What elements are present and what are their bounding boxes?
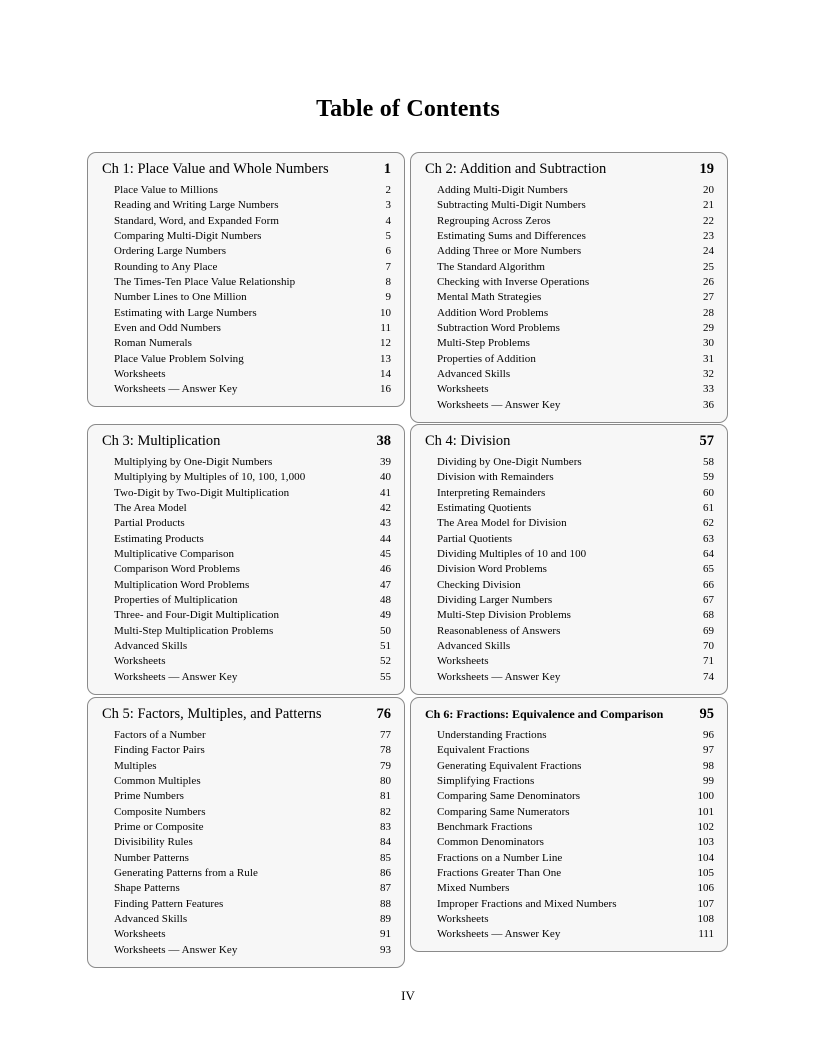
chapter-page: 76 [376, 706, 391, 722]
toc-entry[interactable] [437, 593, 714, 608]
toc-entry[interactable] [437, 578, 714, 593]
chapter-title: Ch 4: Division [425, 433, 511, 449]
entry-page: 49 [380, 609, 391, 622]
toc-entry[interactable] [114, 820, 391, 835]
entry-page: 63 [703, 532, 714, 545]
entry-page: 66 [703, 578, 714, 591]
toc-entry[interactable] [437, 501, 714, 516]
entry-title: Worksheets — Answer Key [114, 383, 238, 396]
toc-entry[interactable] [114, 336, 391, 351]
entry-title: Interpreting Remainders [437, 486, 546, 499]
chapter-heading[interactable] [425, 159, 714, 179]
entry-title: Common Denominators [437, 836, 544, 849]
entry-page: 71 [703, 655, 714, 668]
entry-page: 22 [703, 214, 714, 227]
entry-page: 79 [380, 759, 391, 772]
entry-page: 103 [697, 836, 714, 849]
toc-entry[interactable] [114, 229, 391, 244]
entry-title: Place Value to Millions [114, 184, 218, 196]
entry-page: 23 [703, 230, 714, 243]
entry-title: Fractions on a Number Line [437, 851, 563, 864]
chapter-page: 57 [699, 433, 714, 449]
toc-entry[interactable] [114, 486, 391, 501]
toc-entry[interactable] [114, 639, 391, 654]
entry-page: 44 [380, 532, 391, 545]
toc-entry[interactable] [114, 866, 391, 881]
entry-title: Partial Quotients [437, 532, 513, 545]
entry-list [437, 728, 714, 943]
chapter-title: Ch 5: Factors, Multiples, and Patterns [102, 706, 322, 722]
toc-entry[interactable] [114, 501, 391, 516]
entry-title: Properties of Addition [437, 352, 536, 365]
toc-entry[interactable] [437, 835, 714, 850]
toc-entry[interactable] [437, 881, 714, 896]
entry-title: The Standard Algorithm [437, 260, 546, 273]
entry-title: Comparing Multi-Digit Numbers [114, 230, 262, 243]
entry-page: 68 [703, 609, 714, 622]
chapter-title: Ch 3: Multiplication [102, 433, 221, 449]
entry-page: 20 [703, 184, 714, 196]
entry-page: 27 [703, 291, 714, 304]
toc-entry[interactable] [437, 851, 714, 866]
entry-title: Generating Patterns from a Rule [114, 867, 258, 880]
entry-page: 40 [380, 471, 391, 484]
entry-title: Equivalent Fractions [437, 744, 530, 757]
entry-list [437, 183, 714, 413]
toc-entry[interactable] [437, 382, 714, 397]
entry-title: Roman Numerals [114, 337, 192, 350]
entry-title: The Area Model [114, 502, 187, 515]
entry-page: 45 [380, 548, 391, 561]
entry-page: 36 [703, 398, 714, 411]
entry-title: Shape Patterns [114, 882, 180, 895]
toc-entry[interactable] [114, 516, 391, 531]
entry-title: Composite Numbers [114, 805, 206, 818]
entry-page: 31 [703, 352, 714, 365]
entry-title: Reading and Writing Large Numbers [114, 199, 279, 212]
entry-title: Prime or Composite [114, 821, 204, 834]
entry-page: 6 [385, 245, 391, 258]
entry-page: 43 [380, 517, 391, 530]
entry-page: 105 [697, 867, 714, 880]
toc-entry[interactable] [437, 275, 714, 290]
entry-page: 81 [380, 790, 391, 803]
toc-entry[interactable] [114, 624, 391, 639]
toc-entry[interactable] [114, 198, 391, 213]
toc-entry[interactable] [437, 486, 714, 501]
page-number: IV [401, 988, 415, 1003]
entry-title: Worksheets [437, 655, 489, 668]
entry-title: Comparing Same Denominators [437, 790, 581, 803]
toc-entry[interactable] [437, 470, 714, 485]
entry-title: Finding Pattern Features [114, 897, 224, 910]
entry-title: Worksheets — Answer Key [437, 398, 561, 411]
entry-page: 13 [380, 352, 391, 365]
entry-page: 2 [385, 184, 391, 196]
entry-page: 65 [703, 563, 714, 576]
entry-page: 58 [703, 456, 714, 468]
entry-page: 67 [703, 594, 714, 607]
toc-entry[interactable] [437, 805, 714, 820]
entry-page: 5 [385, 230, 391, 243]
toc-entry[interactable] [114, 244, 391, 259]
entry-page: 60 [703, 486, 714, 499]
entry-title: Properties of Multiplication [114, 594, 238, 607]
entry-title: Multi-Step Multiplication Problems [114, 624, 274, 637]
entry-page: 85 [380, 851, 391, 864]
entry-list [114, 183, 391, 398]
chapter-page: 19 [699, 161, 714, 177]
toc-entry[interactable] [114, 670, 391, 685]
entry-page: 97 [703, 744, 714, 757]
toc-entry[interactable] [437, 639, 714, 654]
chapter-title: Ch 1: Place Value and Whole Numbers [102, 161, 329, 177]
toc-entry[interactable] [437, 759, 714, 774]
entry-page: 108 [697, 913, 714, 926]
entry-title: Estimating with Large Numbers [114, 306, 257, 319]
entry-title: Worksheets [114, 928, 166, 941]
chapter-box-2 [410, 152, 728, 423]
chapter-box-3 [87, 424, 405, 695]
toc-entry[interactable] [114, 306, 391, 321]
entry-page: 69 [703, 624, 714, 637]
entry-page: 32 [703, 368, 714, 381]
chapter-heading[interactable] [102, 704, 391, 724]
entry-title: Divisibility Rules [114, 836, 193, 849]
toc-entry[interactable] [437, 789, 714, 804]
toc-entry[interactable] [114, 654, 391, 669]
entry-title: Common Multiples [114, 775, 201, 788]
entry-page: 84 [380, 836, 391, 849]
entry-title: Multiplying by One-Digit Numbers [114, 456, 273, 468]
entry-title: Advanced Skills [114, 640, 188, 653]
toc-entry[interactable] [437, 244, 714, 259]
entry-page: 21 [703, 199, 714, 212]
chapter-page: 95 [699, 706, 714, 722]
entry-page: 78 [380, 744, 391, 757]
toc-entry[interactable] [437, 820, 714, 835]
toc-entry[interactable] [437, 306, 714, 321]
page-title: Table of Contents [316, 96, 500, 122]
entry-title: Ordering Large Numbers [114, 245, 227, 258]
entry-title: Mixed Numbers [437, 882, 510, 895]
entry-page: 86 [380, 867, 391, 880]
entry-page: 101 [697, 805, 714, 818]
toc-entry[interactable] [114, 455, 391, 470]
entry-page: 80 [380, 775, 391, 788]
entry-title: Worksheets [114, 655, 166, 668]
entry-page: 87 [380, 882, 391, 895]
entry-title: Multiples [114, 759, 157, 772]
toc-entry[interactable] [437, 912, 714, 927]
toc-entry[interactable] [114, 774, 391, 789]
toc-entry[interactable] [114, 608, 391, 623]
entry-title: Dividing Multiples of 10 and 100 [437, 548, 587, 561]
entry-page: 51 [380, 640, 391, 653]
toc-entry[interactable] [437, 927, 714, 942]
entry-title: Worksheets [437, 913, 489, 926]
entry-title: Improper Fractions and Mixed Numbers [437, 897, 617, 910]
entry-page: 64 [703, 548, 714, 561]
entry-title: Adding Three or More Numbers [437, 245, 582, 258]
entry-title: Checking with Inverse Operations [437, 276, 590, 289]
toc-entry[interactable] [437, 352, 714, 367]
toc-entry[interactable] [114, 759, 391, 774]
toc-entry[interactable] [114, 260, 391, 275]
entry-page: 16 [380, 383, 391, 396]
chapter-box-5 [87, 697, 405, 968]
entry-title: The Times-Ten Place Value Relationship [114, 276, 296, 289]
toc-entry[interactable] [437, 516, 714, 531]
entry-page: 96 [703, 729, 714, 741]
entry-title: Worksheets [114, 368, 166, 381]
chapter-page: 1 [383, 161, 391, 177]
entry-page: 102 [697, 821, 714, 834]
entry-title: Addition Word Problems [437, 306, 549, 319]
toc-entry[interactable] [437, 624, 714, 639]
entry-title: Worksheets — Answer Key [114, 943, 238, 956]
toc-entry[interactable] [114, 562, 391, 577]
entry-page: 52 [380, 655, 391, 668]
toc-entry[interactable] [437, 214, 714, 229]
toc-entry[interactable] [114, 743, 391, 758]
toc-entry[interactable] [437, 336, 714, 351]
toc-entry[interactable] [437, 260, 714, 275]
entry-page: 25 [703, 260, 714, 273]
toc-entry[interactable] [114, 532, 391, 547]
entry-page: 98 [703, 759, 714, 772]
entry-page: 12 [380, 337, 391, 350]
toc-entry[interactable] [437, 198, 714, 213]
toc-entry[interactable] [114, 927, 391, 942]
entry-title: Worksheets [437, 383, 489, 396]
entry-title: Mental Math Strategies [437, 291, 542, 304]
toc-entry[interactable] [437, 654, 714, 669]
toc-entry[interactable] [437, 728, 714, 743]
entry-page: 104 [697, 851, 714, 864]
entry-title: Place Value Problem Solving [114, 352, 244, 365]
toc-entry[interactable] [114, 183, 391, 198]
toc-entry[interactable] [437, 743, 714, 758]
toc-entry[interactable] [437, 321, 714, 336]
entry-page: 99 [703, 775, 714, 788]
entry-title: Factors of a Number [114, 729, 206, 741]
toc-entry[interactable] [114, 943, 391, 958]
chapter-heading[interactable] [102, 159, 391, 179]
toc-entry[interactable] [114, 897, 391, 912]
chapter-box-1 [87, 152, 405, 407]
chapter-box-4 [410, 424, 728, 695]
toc-entry[interactable] [437, 897, 714, 912]
toc-entry[interactable] [114, 321, 391, 336]
entry-page: 74 [703, 670, 714, 683]
toc-entry[interactable] [437, 367, 714, 382]
toc-entry[interactable] [114, 382, 391, 397]
toc-entry[interactable] [437, 455, 714, 470]
toc-entry[interactable] [114, 805, 391, 820]
entry-page: 91 [380, 928, 391, 941]
chapter-heading[interactable] [102, 431, 391, 451]
entry-title: Division with Remainders [437, 471, 554, 484]
entry-title: Subtraction Word Problems [437, 322, 560, 335]
toc-entry[interactable] [114, 851, 391, 866]
toc-entry[interactable] [114, 470, 391, 485]
entry-page: 100 [697, 790, 714, 803]
entry-page: 4 [385, 214, 391, 227]
entry-page: 77 [380, 729, 391, 741]
chapter-title: Ch 2: Addition and Subtraction [425, 161, 607, 177]
entry-page: 62 [703, 517, 714, 530]
entry-title: Standard, Word, and Expanded Form [114, 214, 279, 227]
toc-entry[interactable] [437, 229, 714, 244]
toc-entry[interactable] [114, 578, 391, 593]
toc-entry[interactable] [114, 290, 391, 305]
entry-title: Multi-Step Division Problems [437, 609, 572, 622]
entry-page: 61 [703, 502, 714, 515]
entry-page: 55 [380, 670, 391, 683]
toc-entry[interactable] [437, 532, 714, 547]
entry-title: Worksheets — Answer Key [437, 670, 561, 683]
entry-page: 111 [698, 928, 714, 941]
entry-page: 46 [380, 563, 391, 576]
toc-entry[interactable] [114, 275, 391, 290]
entry-title: Comparison Word Problems [114, 563, 240, 576]
toc-entry[interactable] [114, 214, 391, 229]
entry-page: 8 [385, 276, 391, 289]
chapter-heading[interactable] [425, 431, 714, 451]
entry-title: Dividing Larger Numbers [437, 594, 553, 607]
entry-page: 24 [703, 245, 714, 258]
entry-title: Regrouping Across Zeros [437, 214, 551, 227]
toc-entry[interactable] [114, 352, 391, 367]
toc-entry[interactable] [437, 670, 714, 685]
entry-title: Subtracting Multi-Digit Numbers [437, 199, 586, 212]
entry-page: 42 [380, 502, 391, 515]
entry-page: 83 [380, 821, 391, 834]
entry-title: Multiplying by Multiples of 10, 100, 1,000 [114, 471, 306, 484]
entry-title: Comparing Same Numerators [437, 805, 570, 818]
entry-page: 47 [380, 578, 391, 591]
entry-title: Multi-Step Problems [437, 337, 530, 350]
entry-title: Dividing by One-Digit Numbers [437, 456, 582, 468]
entry-title: Estimating Quotients [437, 502, 532, 515]
entry-page: 30 [703, 337, 714, 350]
entry-title: Reasonableness of Answers [437, 624, 561, 637]
entry-title: Understanding Fractions [437, 729, 547, 741]
chapter-box-6 [410, 697, 728, 952]
toc-entry[interactable] [437, 290, 714, 305]
entry-title: Advanced Skills [114, 913, 188, 926]
entry-title: Fractions Greater Than One [437, 867, 562, 880]
entry-title: Multiplicative Comparison [114, 548, 235, 561]
toc-entry[interactable] [437, 774, 714, 789]
entry-page: 82 [380, 805, 391, 818]
entry-list [114, 455, 391, 685]
entry-title: Advanced Skills [437, 640, 511, 653]
toc-entry[interactable] [437, 608, 714, 623]
toc-entry[interactable] [437, 398, 714, 413]
entry-title: Prime Numbers [114, 790, 185, 803]
entry-title: Number Lines to One Million [114, 291, 247, 304]
entry-title: Estimating Products [114, 532, 204, 545]
entry-page: 9 [385, 291, 391, 304]
entry-title: The Area Model for Division [437, 517, 567, 530]
entry-page: 7 [385, 260, 391, 273]
entry-title: Three- and Four-Digit Multiplication [114, 609, 280, 622]
entry-title: Simplifying Fractions [437, 775, 535, 788]
entry-title: Checking Division [437, 578, 521, 591]
entry-page: 59 [703, 471, 714, 484]
toc-entry[interactable] [114, 593, 391, 608]
entry-title: Estimating Sums and Differences [437, 230, 586, 243]
chapter-heading[interactable] [425, 704, 714, 724]
entry-page: 10 [380, 306, 391, 319]
entry-title: Division Word Problems [437, 563, 548, 576]
entry-title: Finding Factor Pairs [114, 744, 205, 757]
entry-title: Worksheets — Answer Key [437, 928, 561, 941]
toc-entry[interactable] [114, 835, 391, 850]
toc-entry[interactable] [437, 183, 714, 198]
entry-title: Benchmark Fractions [437, 821, 533, 834]
toc-entry[interactable] [114, 881, 391, 896]
entry-title: Even and Odd Numbers [114, 322, 222, 335]
entry-title: Number Patterns [114, 851, 189, 864]
entry-page: 3 [385, 199, 391, 212]
entry-page: 14 [380, 368, 391, 381]
entry-title: Multiplication Word Problems [114, 578, 250, 591]
toc-entry[interactable] [114, 728, 391, 743]
toc-entry[interactable] [114, 547, 391, 562]
entry-page: 11 [380, 322, 391, 335]
toc-entry[interactable] [114, 367, 391, 382]
entry-page: 88 [380, 897, 391, 910]
entry-title: Partial Products [114, 517, 185, 530]
entry-page: 28 [703, 306, 714, 319]
chapter-title: Ch 6: Fractions: Equivalence and Comparison [425, 707, 664, 721]
entry-page: 26 [703, 276, 714, 289]
entry-title: Advanced Skills [437, 368, 511, 381]
entry-page: 33 [703, 383, 714, 396]
entry-page: 29 [703, 322, 714, 335]
entry-title: Rounding to Any Place [114, 260, 218, 273]
entry-page: 41 [380, 486, 391, 499]
entry-page: 93 [380, 943, 391, 956]
entry-page: 106 [697, 882, 714, 895]
entry-list [437, 455, 714, 685]
entry-page: 89 [380, 913, 391, 926]
entry-title: Worksheets — Answer Key [114, 670, 238, 683]
toc-entry[interactable] [437, 547, 714, 562]
entry-list [114, 728, 391, 958]
chapter-page: 38 [376, 433, 391, 449]
entry-page: 48 [380, 594, 391, 607]
entry-page: 39 [380, 456, 391, 468]
entry-page: 50 [380, 624, 391, 637]
entry-title: Adding Multi-Digit Numbers [437, 184, 568, 196]
entry-title: Generating Equivalent Fractions [437, 759, 582, 772]
entry-title: Two-Digit by Two-Digit Multiplication [114, 486, 290, 499]
toc-entry[interactable] [114, 912, 391, 927]
entry-page: 70 [703, 640, 714, 653]
toc-entry[interactable] [437, 562, 714, 577]
toc-entry[interactable] [437, 866, 714, 881]
entry-page: 107 [697, 897, 714, 910]
toc-entry[interactable] [114, 789, 391, 804]
